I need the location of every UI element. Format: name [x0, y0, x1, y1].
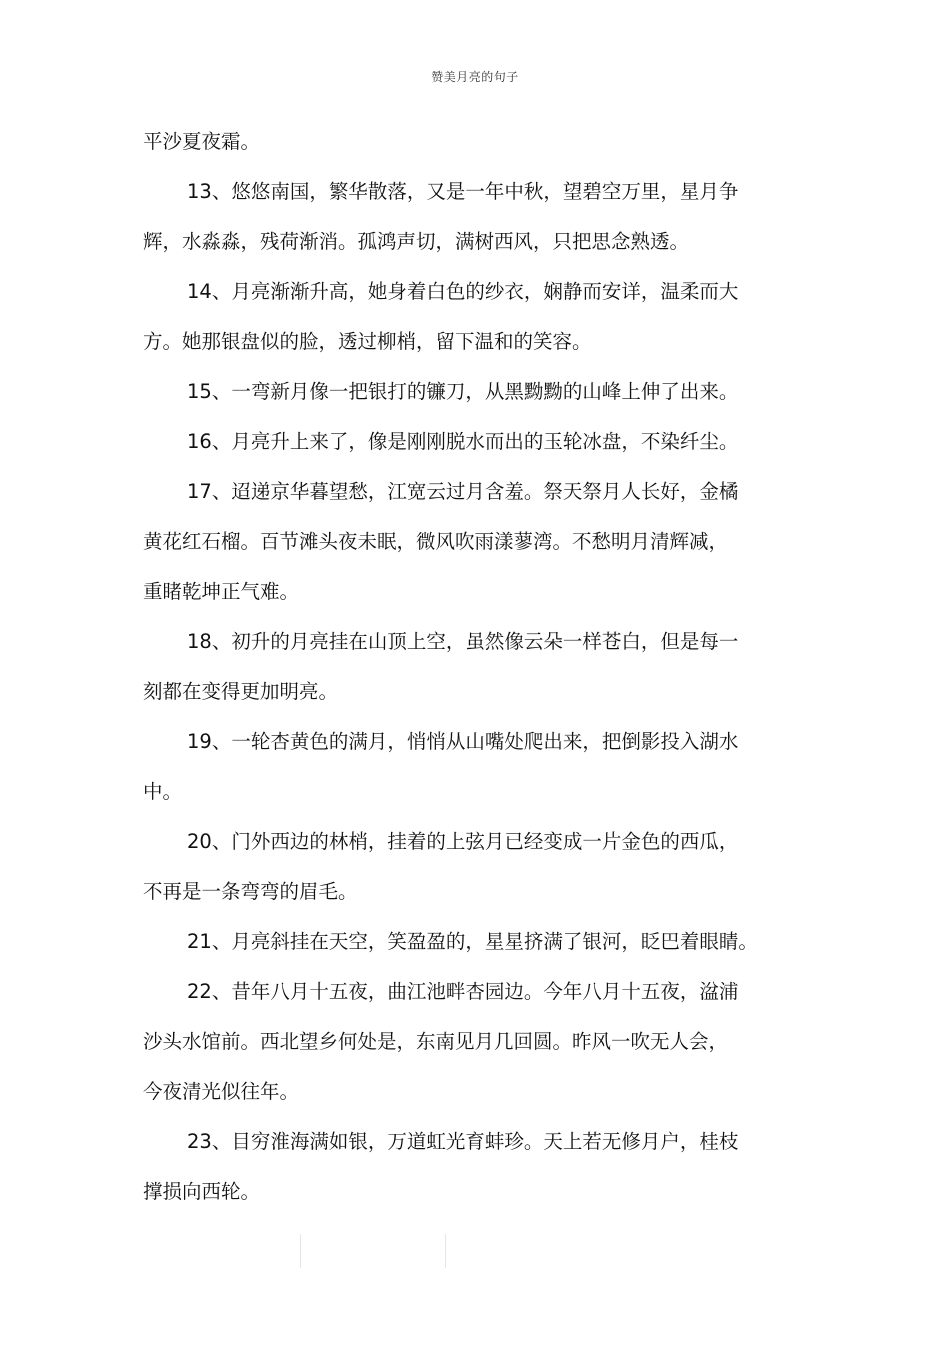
text-line: 21、月亮斜挂在天空，笑盈盈的，星星挤满了银河，眨巴着眼睛。 — [187, 930, 758, 953]
text-line: 13、悠悠南国，繁华散落，又是一年中秋，望碧空万里，星月争 — [187, 180, 739, 203]
text-line: 方。她那银盘似的脸，透过柳梢，留下温和的笑容。 — [143, 330, 592, 353]
text-line: 刻都在变得更加明亮。 — [143, 680, 339, 703]
text-line: 16、月亮升上来了，像是刚刚脱水而出的玉轮冰盘，不染纤尘。 — [187, 430, 739, 453]
text-line: 黄花红石榴。百节滩头夜未眠，微风吹雨漾蓼湾。不愁明月清辉减， — [143, 530, 729, 553]
text-line: 19、一轮杏黄色的满月，悄悄从山嘴处爬出来，把倒影投入湖水 — [187, 730, 739, 753]
text-line: 20、门外西边的林梢，挂着的上弦月已经变成一片金色的西瓜， — [187, 830, 739, 853]
text-line: 重睹乾坤正气难。 — [143, 580, 300, 603]
text-line: 今夜清光似往年。 — [143, 1080, 300, 1103]
text-line: 辉，水淼淼，残荷渐消。孤鸿声切，满树西风，只把思念熟透。 — [143, 230, 690, 253]
margin-rule-right — [445, 1234, 446, 1268]
text-line: 18、初升的月亮挂在山顶上空，虽然像云朵一样苍白，但是每一 — [187, 630, 739, 653]
text-line: 平沙夏夜霜。 — [143, 130, 261, 153]
text-line: 中。 — [143, 780, 183, 803]
text-line: 17、迢递京华暮望愁，江宽云过月含羞。祭天祭月人长好，金橘 — [187, 480, 739, 503]
text-line: 22、昔年八月十五夜，曲江池畔杏园边。今年八月十五夜，湓浦 — [187, 980, 739, 1003]
document-body — [143, 122, 793, 1222]
text-line: 23、目穷淮海满如银，万道虹光育蚌珍。天上若无修月户，桂枝 — [187, 1130, 739, 1153]
margin-rule-left — [300, 1234, 301, 1268]
page-header: 赞美月亮的句子 — [431, 70, 519, 84]
text-line: 沙头水馆前。西北望乡何处是，东南见月几回圆。昨风一吹无人会， — [143, 1030, 729, 1053]
text-line: 15、一弯新月像一把银打的镰刀，从黑黝黝的山峰上伸了出来。 — [187, 380, 739, 403]
text-line: 不再是一条弯弯的眉毛。 — [143, 880, 358, 903]
text-line: 撑损向西轮。 — [143, 1180, 261, 1203]
text-line: 14、月亮渐渐升高，她身着白色的纱衣，娴静而安详，温柔而大 — [187, 280, 739, 303]
